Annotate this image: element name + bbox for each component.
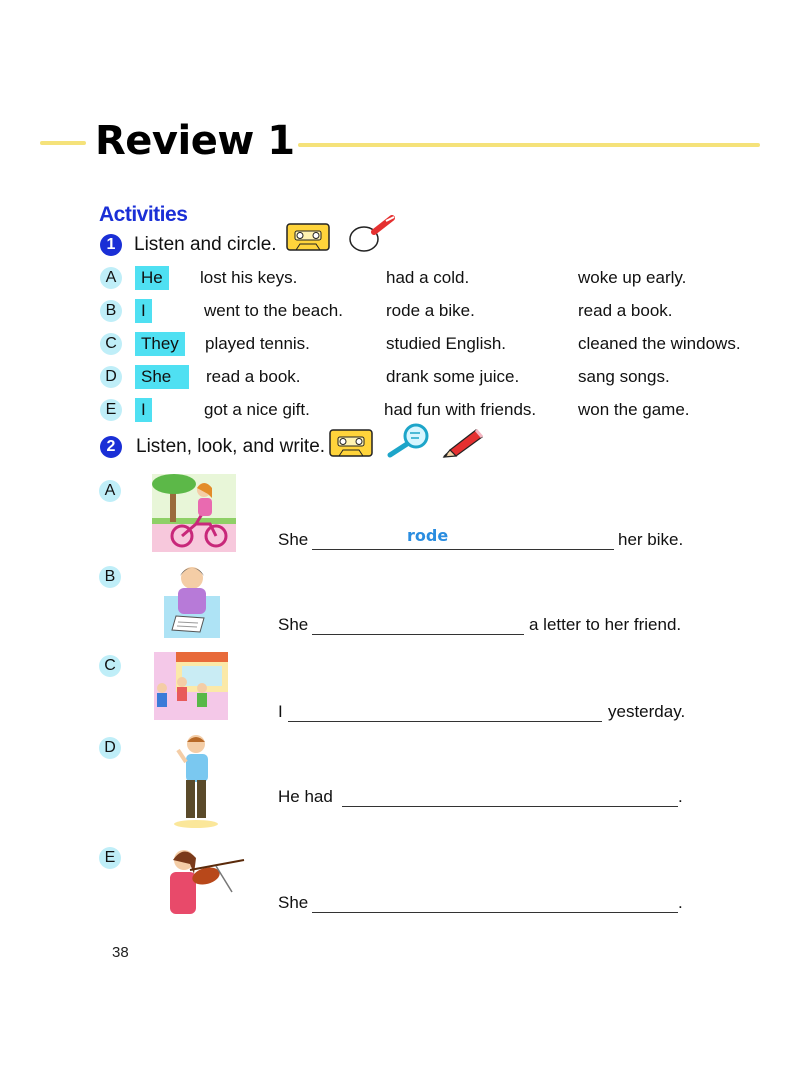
section-heading: Activities <box>99 203 188 226</box>
girl-writing-letter-picture <box>160 562 222 638</box>
kids-at-shop-picture <box>154 652 228 720</box>
sentence-end: . <box>678 787 683 806</box>
magnifier-icon <box>346 214 400 254</box>
sentence-start: She <box>278 893 309 912</box>
option-2[interactable]: studied English. <box>386 334 507 353</box>
item-letter: D <box>99 737 121 759</box>
item-letter: E <box>99 847 121 869</box>
option-2[interactable]: had fun with friends. <box>384 400 537 419</box>
sentence-end: . <box>678 893 683 912</box>
row-letter: C <box>100 333 122 355</box>
answer-text: rode <box>407 526 449 545</box>
page-number: 38 <box>112 944 129 961</box>
item-letter: C <box>99 655 121 677</box>
row-letter: D <box>100 366 122 388</box>
sentence-start: I <box>278 702 283 721</box>
part1-instruction: Listen and circle. <box>134 234 277 255</box>
option-2[interactable]: had a cold. <box>386 268 470 287</box>
option-1[interactable]: read a book. <box>206 367 301 386</box>
sentence-start: She <box>278 615 309 634</box>
cassette-icon <box>329 428 373 458</box>
option-3[interactable]: cleaned the windows. <box>578 334 741 353</box>
option-2[interactable]: drank some juice. <box>386 367 520 386</box>
cassette-icon <box>286 222 330 252</box>
title-rule-right <box>298 142 760 148</box>
option-2[interactable]: rode a bike. <box>386 301 475 320</box>
option-1[interactable]: lost his keys. <box>200 268 298 287</box>
page-title: Review 1 <box>95 118 295 164</box>
row-letter: B <box>100 300 122 322</box>
option-3[interactable]: woke up early. <box>578 268 687 287</box>
magnifier-icon <box>384 422 434 458</box>
option-1[interactable]: went to the beach. <box>204 301 343 320</box>
answer-blank[interactable] <box>342 786 678 807</box>
item-letter: B <box>99 566 121 588</box>
option-1[interactable]: got a nice gift. <box>204 400 310 419</box>
answer-blank[interactable] <box>312 892 678 913</box>
sentence-end: yesterday. <box>608 702 686 721</box>
girl-playing-violin-picture <box>160 846 246 914</box>
pencil-icon <box>440 424 486 458</box>
sentence-end: her bike. <box>618 530 684 549</box>
part2-number: 2 <box>100 436 122 458</box>
girl-riding-bike-picture <box>152 474 236 552</box>
row-subject: He <box>135 266 169 290</box>
part1-number: 1 <box>100 234 122 256</box>
option-3[interactable]: won the game. <box>578 400 690 419</box>
option-3[interactable]: sang songs. <box>578 367 670 386</box>
answer-blank[interactable] <box>312 529 614 550</box>
sentence-start: He had <box>278 787 333 806</box>
sentence-start: She <box>278 530 309 549</box>
answer-blank[interactable] <box>312 614 524 635</box>
row-subject: I <box>135 398 152 422</box>
row-subject: I <box>135 299 152 323</box>
row-letter: E <box>100 399 122 421</box>
answer-blank[interactable] <box>288 701 602 722</box>
row-subject: She <box>135 365 189 389</box>
option-3[interactable]: read a book. <box>578 301 673 320</box>
row-subject: They <box>135 332 185 356</box>
item-letter: A <box>99 480 121 502</box>
part2-instruction: Listen, look, and write. <box>136 436 326 457</box>
row-letter: A <box>100 267 122 289</box>
sentence-end: a letter to her friend. <box>529 615 682 634</box>
option-1[interactable]: played tennis. <box>205 334 310 353</box>
boy-with-cold-picture <box>172 732 222 828</box>
title-rule-left <box>40 140 86 146</box>
